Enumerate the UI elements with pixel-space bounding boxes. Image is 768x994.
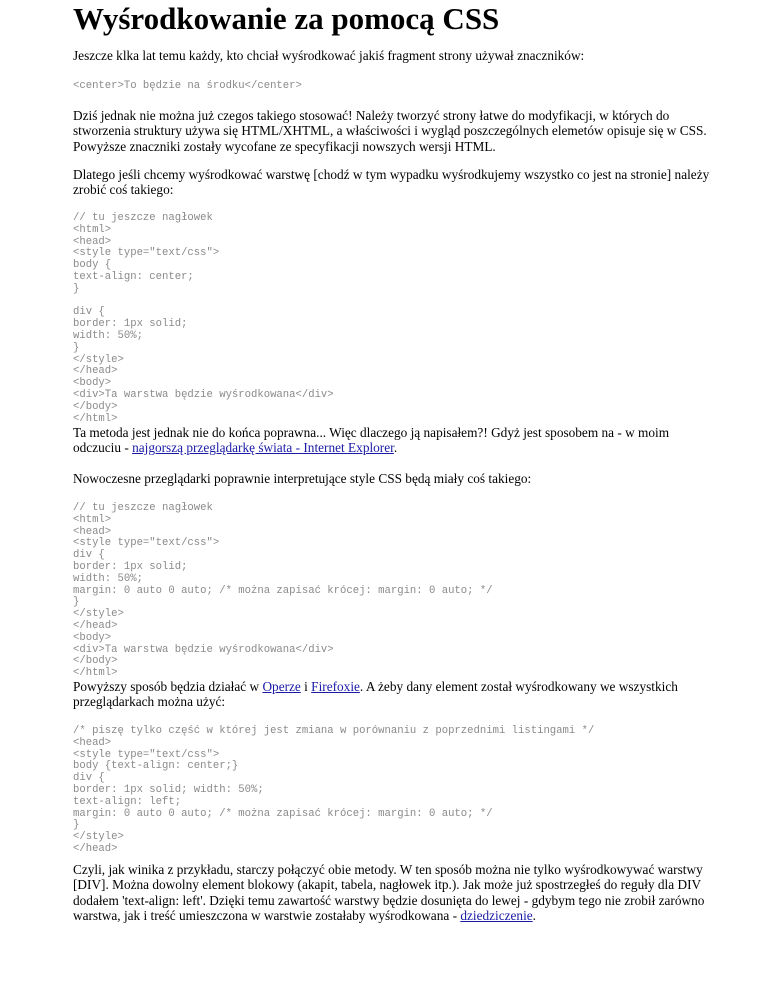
browsers-text-mid: i	[300, 679, 312, 694]
browsers-paragraph	[73, 679, 713, 710]
summary-paragraph	[73, 862, 713, 923]
browsers-text-end: . A żeby dany element został wyśrodkowany we wszystkich przeglądarkach można użyć:	[73, 679, 678, 710]
ie-text-end: .	[393, 440, 398, 456]
summary-text-end: .	[532, 907, 536, 923]
inheritance-link[interactable]: dziedziczenie	[460, 907, 533, 923]
ie-text: Ta metoda jest jednak nie do końca poprawna... Więc dlaczego ją napisałem?! Gdyż jest sposobem na - w moim odczuciu -	[73, 425, 670, 456]
explanation-paragraph: Dziś jednak nie można już czegos takiego stosować! Należy tworzyć strony łatwe do modyfikacji, w których do stworzenia struktury używa się HTML/XHTML, a właściwości i wygląd poszczególnych elemetów opisuje się w CSS. Powyższe znaczniki zostały wycofane ze specyfikacji nowszych wersji HTML.	[73, 108, 707, 154]
intro-paragraph: Jeszcze klka lat temu każdy, kto chciał wyśrodkować jakiś fragment strony używał znaczników:	[73, 48, 585, 63]
code-listing-1: // tu jeszcze nagłowek <html> <head> <style type="text/css"> body { text-align: center; } div { border: 1px solid; width: 50%; } </style> </head> <body> <div>Ta warstwa będzie wyśrodkowana</div> </body> </html>	[73, 212, 334, 425]
method-intro-paragraph: Dlatego jeśli chcemy wyśrodkować warstwę [chodź w tym wypadku wyśrodkujemy wszystko co jest na stronie] należy zrobić coś takiego:	[73, 167, 710, 198]
ie-paragraph	[73, 425, 713, 456]
code-listing-3: /* piszę tylko część w której jest zmiana w porównaniu z poprzednimi listingami */ <head> <style type="text/css"> body {text-align: center;} div { border: 1px solid; width: 50%; text-align: left; margin: 0 auto 0 auto; /* można zapisać krócej: margin: 0 auto; */ } </style> </head>	[73, 725, 595, 855]
opera-link[interactable]: Operze	[262, 679, 301, 694]
firefox-link[interactable]: Firefoxie	[311, 679, 360, 694]
page-title: Wyśrodkowanie za pomocą CSS	[73, 1, 500, 36]
code-listing-2: // tu jeszcze nagłowek <html> <head> <style type="text/css"> div { border: 1px solid; width: 50%; margin: 0 auto 0 auto; /* można zapisać krócej: margin: 0 auto; */ } </style> </head> <body> <div>Ta warstwa będzie wyśrodkowana</div> </body> </html>	[73, 502, 493, 680]
browsers-text: Powyższy sposób będzia działać w	[73, 679, 263, 694]
summary-text: Czyli, jak winika z przykładu, starczy połączyć obie metody. W ten sposób można nie tylko wyśrodkowywać warstwy [DIV]. Można dowolny element blokowy (akapit, tabela, nagłowek itp.). Jak może już spostrzegłeś do reguły dla DIV dodałem 'text-align: left'. Dzięki temu zawartość warstwy będzie dosunięta do lewej - gdybym tego nie zrobił zarówno warstwa, jak i treść umieszczona w warstwie zostałaby wyśrodkowana -	[73, 862, 705, 923]
ie-link[interactable]: najgorszą przeglądarkę świata - Internet Explorer	[132, 440, 394, 456]
modern-browsers-paragraph: Nowoczesne przeglądarki poprawnie interpretujące style CSS będą miały coś takiego:	[73, 471, 532, 486]
code-center-tag: <center>To będzie na środku</center>	[73, 80, 302, 92]
